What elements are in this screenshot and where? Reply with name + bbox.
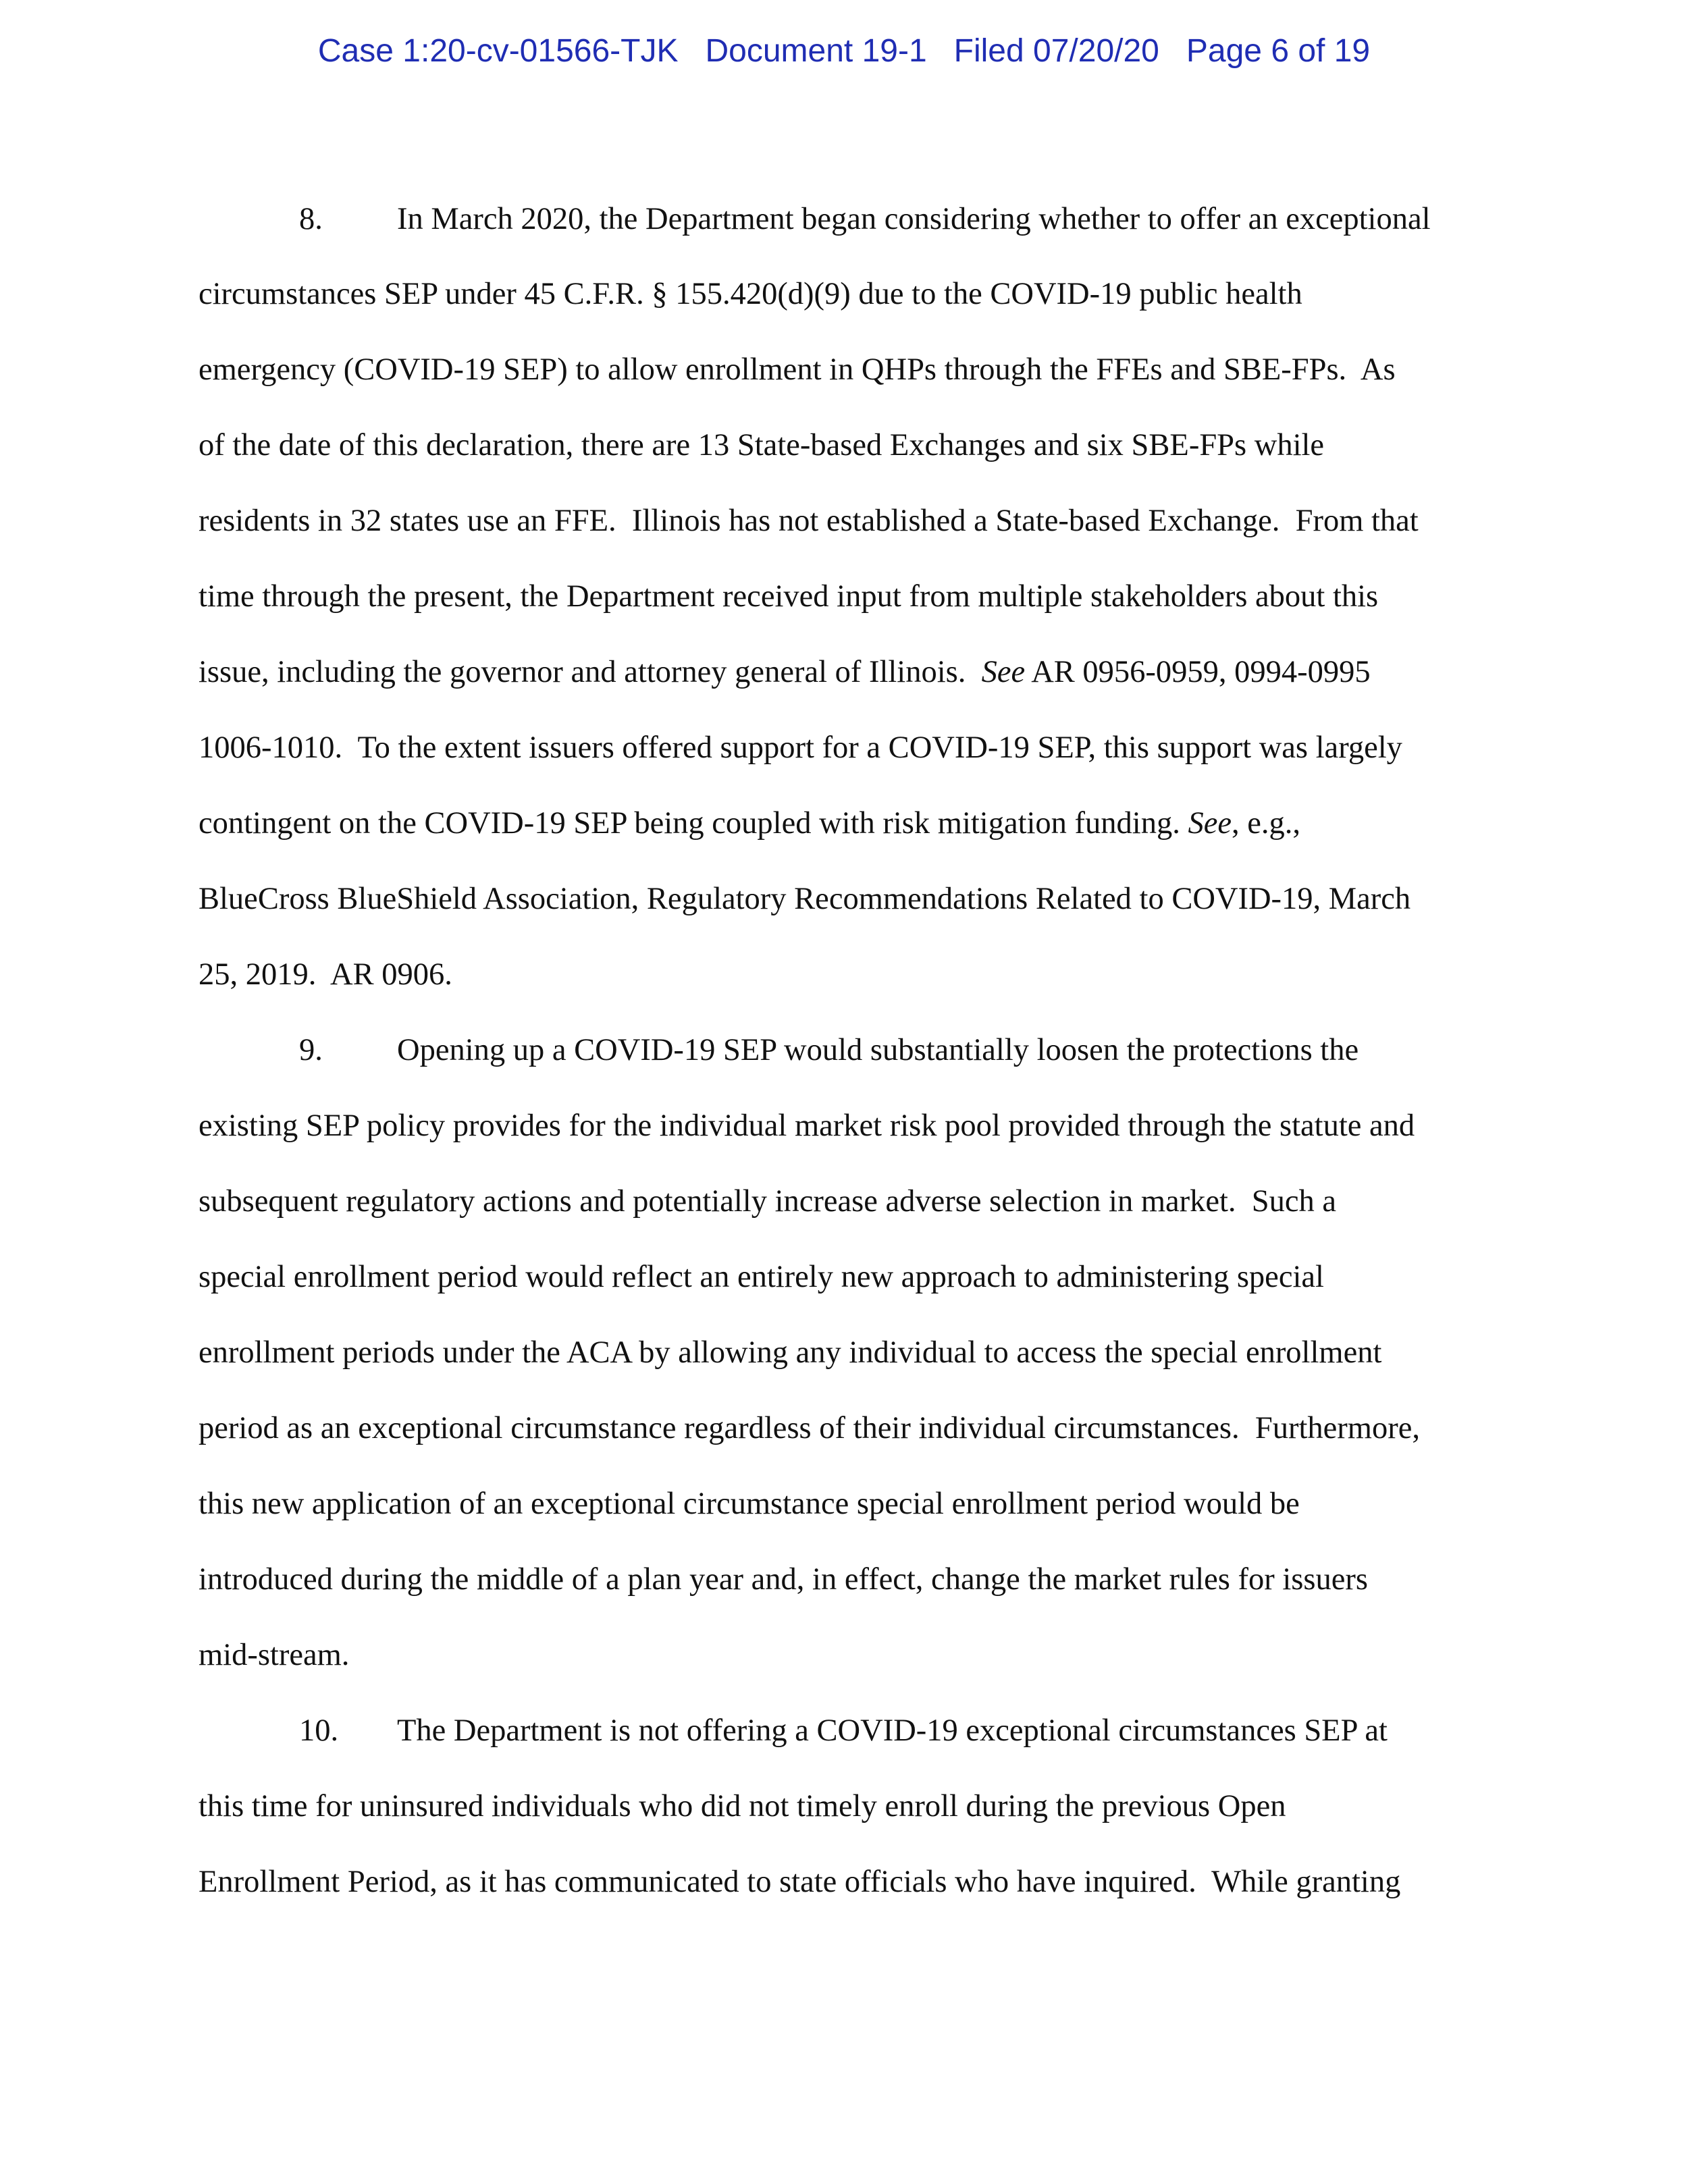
paragraph-9-line-7: this new application of an exceptional circumstance special enrollment period would be <box>199 1487 1300 1521</box>
paragraph-9-line-2: existing SEP policy provides for the individual market risk pool provided through the statute and <box>199 1109 1415 1143</box>
paragraph-9-line-9: mid-stream. <box>199 1638 350 1672</box>
case-header: Case 1:20-cv-01566-TJK Document 19-1 Filed 07/20/20 Page 6 of 19 <box>317 33 1371 69</box>
paragraph-10-line-1: The Department is not offering a COVID-19 exceptional circumstances SEP at <box>397 1713 1388 1748</box>
paragraph-number-10: 10. <box>299 1713 339 1748</box>
citation-text: AR 0956-0959, 0994-0995 <box>1025 655 1371 689</box>
paragraph-8-line-9 <box>199 803 1300 844</box>
paragraph-8-line-4: of the date of this declaration, there are 13 State-based Exchanges and six SBE-FPs while <box>199 428 1325 462</box>
paragraph-8-line-2: circumstances SEP under 45 C.F.R. § 155.420(d)(9) due to the COVID-19 public health <box>199 277 1302 311</box>
paragraph-8-line-10: BlueCross BlueShield Association, Regulatory Recommendations Related to COVID-19, March <box>199 882 1411 916</box>
paragraph-8-line-11: 25, 2019. AR 0906. <box>199 957 452 992</box>
paragraph-8-line-7 <box>199 652 1371 693</box>
paragraph-8-line-8: 1006-1010. To the extent issuers offered support for a COVID-19 SEP, this support was largely <box>199 730 1402 765</box>
see-signal: See <box>1188 806 1232 841</box>
citation-text: , e.g., <box>1232 806 1301 841</box>
paragraph-9-line-8: introduced during the middle of a plan year and, in effect, change the market rules for issuers <box>199 1562 1368 1597</box>
paragraph-10-line-2: this time for uninsured individuals who did not timely enroll during the previous Open <box>199 1789 1286 1823</box>
paragraph-8-line-6: time through the present, the Department received input from multiple stakeholders about this <box>199 579 1379 614</box>
paragraph-number-9: 9. <box>299 1033 323 1067</box>
paragraph-10-line-3: Enrollment Period, as it has communicated to state officials who have inquired. While granting <box>199 1865 1401 1899</box>
paragraph-8-line-5: residents in 32 states use an FFE. Illinois has not established a State-based Exchange. From that <box>199 504 1419 538</box>
paragraph-9-line-1: Opening up a COVID-19 SEP would substantially loosen the protections the <box>397 1033 1359 1067</box>
citation-text: contingent on the COVID-19 SEP being coupled with risk mitigation funding. <box>199 806 1188 841</box>
citation-text: issue, including the governor and attorney general of Illinois. <box>199 655 982 689</box>
paragraph-8-line-1: In March 2020, the Department began considering whether to offer an exceptional <box>397 202 1431 236</box>
paragraph-9-line-3: subsequent regulatory actions and potentially increase adverse selection in market. Such a <box>199 1184 1337 1219</box>
see-signal: See <box>981 655 1026 689</box>
paragraph-number-8: 8. <box>299 202 323 236</box>
paragraph-9-line-4: special enrollment period would reflect an entirely new approach to administering special <box>199 1260 1324 1294</box>
paragraph-9-line-6: period as an exceptional circumstance regardless of their individual circumstances. Furthermore, <box>199 1411 1420 1445</box>
paragraph-8-line-3: emergency (COVID-19 SEP) to allow enrollment in QHPs through the FFEs and SBE-FPs. As <box>199 352 1396 387</box>
paragraph-9-line-5: enrollment periods under the ACA by allowing any individual to access the special enrollment <box>199 1335 1382 1370</box>
